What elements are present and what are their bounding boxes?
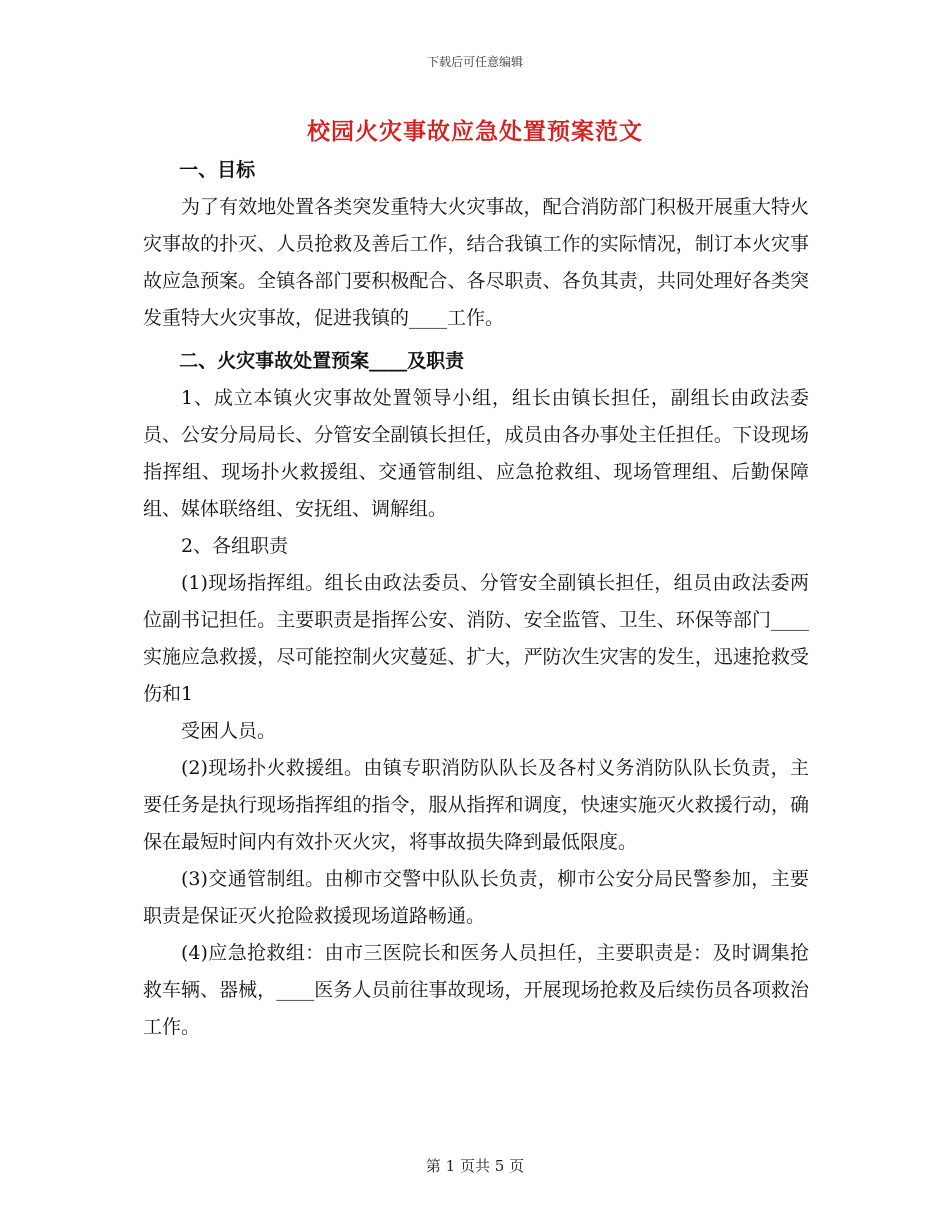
paragraph: (3)交通管制组。由柳市交警中队队长负责，柳市公安分局民警参加，主要职责是保证灭火抢险救援现场道路畅通。 (143, 868, 809, 927)
paragraph: 1、成立本镇火灾事故处置领导小组，组长由镇长担任，副组长由政法委员、公安分局局长、分管安全副镇长担任，成员由各办事处主任担任。下设现场指挥组、现场扑火救援组、交通管制组、应急抢救组、现场管理组、后勤保障组、媒体联络组、安抚组、调解组。 (143, 387, 809, 520)
paragraph: (1)现场指挥组。组长由政法委员、分管安全副镇长担任，组员由政法委两位副书记担任。主要职责是指挥公安、消防、安全监管、卫生、环保等部门____实施应急救援，尽可能控制火灾蔓延、扩大，严防次生灾害的发生，迅速抢救受伤和1 (143, 572, 809, 705)
document-body (143, 150, 809, 1046)
page-footer: 第 1 页共 5 页 (425, 1157, 525, 1175)
document-title: 校园火灾事故应急处置预案范文 (307, 118, 643, 145)
paragraph: 为了有效地处置各类突发重特大火灾事故，配合消防部门积极开展重大特火灾事故的扑灭、人员抢救及善后工作，结合我镇工作的实际情况，制订本火灾事故应急预案。全镇各部门要积极配合、各尽职责、各负其责，共同处理好各类突发重特大火灾事故，促进我镇的____工作。 (143, 196, 809, 329)
section-heading-1: 一、目标 (179, 159, 256, 181)
paragraph: (2)现场扑火救援组。由镇专职消防队队长及各村义务消防队队长负责，主要任务是执行现场指挥组的指令，服从指挥和调度，快速实施灭火救援行动，确保在最短时间内有效扑灭火灾，将事故损失降到最低限度。 (143, 757, 809, 853)
paragraph: (4)应急抢救组：由市三医院长和医务人员担任，主要职责是：及时调集抢救车辆、器械，____医务人员前往事故现场，开展现场抢救及后续伤员各项救治工作。 (143, 942, 809, 1038)
section-heading-2: 二、火灾事故处置预案____及职责 (179, 350, 465, 372)
page-header: 下载后可任意编辑 (426, 55, 523, 69)
paragraph: 2、各组职责 (181, 535, 289, 557)
paragraph: 受困人员。 (181, 720, 277, 742)
